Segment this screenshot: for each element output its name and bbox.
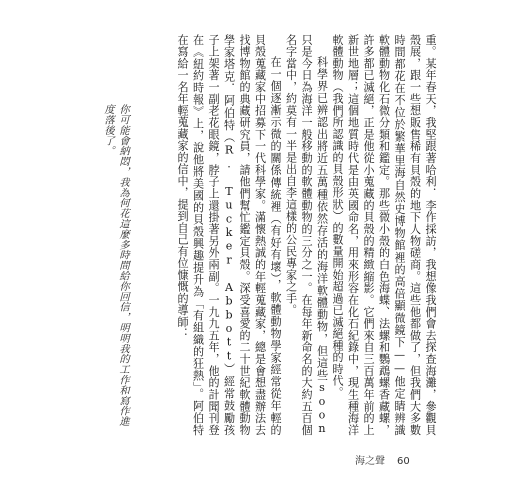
body-paragraph-1: 重。某年春天，我堅跟著哈利．李作採訪，我想像我們會去探查海灘，參觀貝殼展，跟一些想販售稀有貝殼的地下人物磋商。這些他都做了，但我們大多數時間都花在不位於繁華里海自然史博物館裡的高倍顯微鏡下——他定睛辨識軟體動物化石微分類和鑑定。那些微小殼的白色海蝶、法螺和鸚鵡螺香藏螺，許多都已滅絕，正是他從小蒐藏的貝殼的精緻縮影。它們來自三百萬年前的上新世地層；這個地質時代是由英國命名，用來形容在化石紀錄中，現生種海洋軟體動物（我們所認識的貝殼形狀）的數量開始超過已滅絕種的時代。 (331, 34, 437, 436)
vertical-text-block (138, 34, 438, 436)
body-paragraph-3: 在一個逐漸示微的關係傳統裡（有好有壞），軟體動物學家經常從年輕的貝殼蒐藏家中招募下一代科學家。滿懷熱誠的年輕蒐藏家，總是會想盡辦法去找博物館的典藏研究員，請他們幫忙鑑定貝殼。深受喜愛的二十世紀軟體動物學家塔克．阿伯特（R. Tucker Abbott）經常鼓勵孩子上架著一副老花眼鏡，脖子上還掛著另外兩副。一九九五年，他的計聞刊登在《紐約時報》上，說他將美國的貝殼興趣提升為「有組織的狂熱」。阿伯特在寫給一名年輕蒐藏家的信中，提到自己有位慷慨的導師： (176, 34, 282, 436)
quoted-letter: 你可能會納悶，我為何花這麼多時間給你回信，明明我的工作和寫作進度落後了。 (102, 104, 129, 427)
running-title: 海之聲 (355, 456, 385, 467)
page-number: 60 (397, 456, 410, 467)
page-footer (355, 452, 410, 467)
body-paragraph-2: 科學界已辨認出將近五萬種依然存活的海洋軟體動物，但這些soon只是今日為海洋一般移動的軟體動物的三分之一。在每年新命名的大約五百個名字當中，約莫有一半是出自李這樣的公民專家之手。 (284, 34, 329, 436)
